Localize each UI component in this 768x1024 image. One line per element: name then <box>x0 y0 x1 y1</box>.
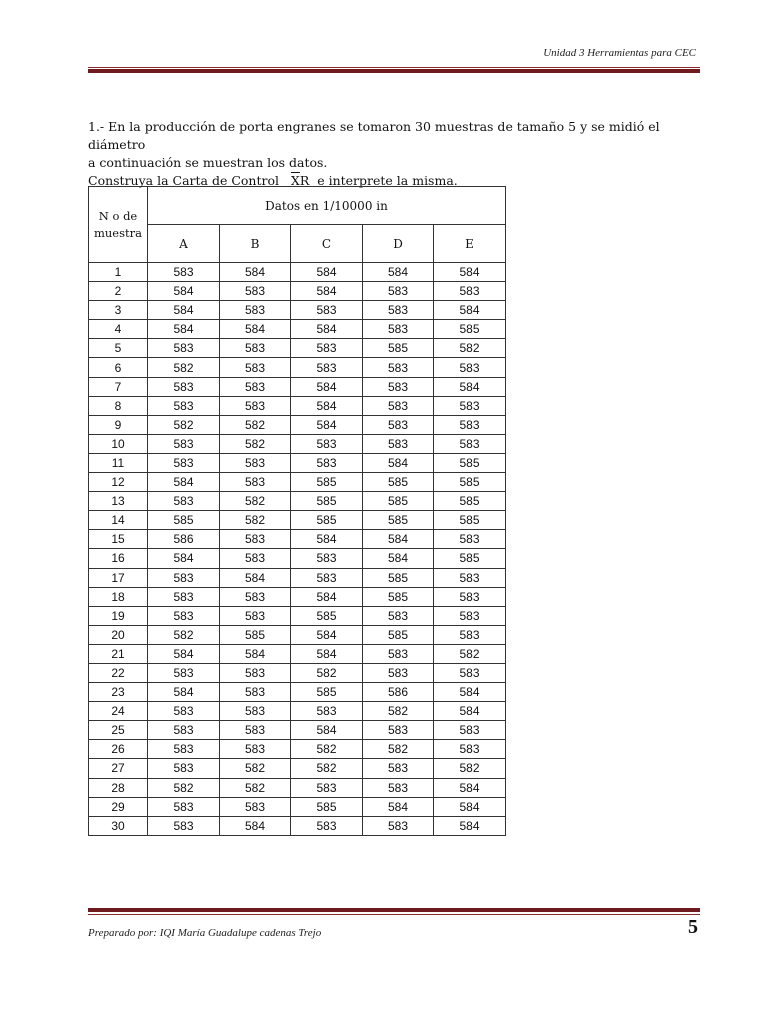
measurement-cell: 583 <box>291 301 363 320</box>
measurement-cell: 584 <box>220 568 291 587</box>
table-row <box>89 358 506 377</box>
measurement-cell: 585 <box>434 549 506 568</box>
measurement-cell: 585 <box>291 473 363 492</box>
measurement-cell: 585 <box>434 511 506 530</box>
measurement-cell: 583 <box>148 606 220 625</box>
sample-number-cell: 27 <box>89 759 148 778</box>
footer-rule <box>88 908 700 915</box>
measurement-cell: 585 <box>363 511 434 530</box>
measurement-cell: 584 <box>291 415 363 434</box>
sample-number-cell: 30 <box>89 816 148 835</box>
measurement-cell: 582 <box>434 339 506 358</box>
sample-number-cell: 15 <box>89 530 148 549</box>
sample-number-cell: 13 <box>89 492 148 511</box>
measurement-cell: 583 <box>434 740 506 759</box>
problem-statement <box>88 118 708 190</box>
measurement-cell: 582 <box>148 415 220 434</box>
measurement-cell: 583 <box>363 320 434 339</box>
measurement-cell: 586 <box>148 530 220 549</box>
table-row <box>89 568 506 587</box>
measurement-cell: 583 <box>363 721 434 740</box>
measurement-cell: 583 <box>220 339 291 358</box>
measurement-cell: 584 <box>434 301 506 320</box>
measurement-cell: 585 <box>363 587 434 606</box>
table-row <box>89 759 506 778</box>
measurement-cell: 583 <box>220 530 291 549</box>
measurement-cell: 583 <box>148 740 220 759</box>
measurement-cell: 585 <box>434 453 506 472</box>
column-header-c: C <box>291 225 363 263</box>
measurement-cell: 584 <box>434 377 506 396</box>
sample-number-cell: 21 <box>89 644 148 663</box>
table-row <box>89 778 506 797</box>
intro-line-3-post: e interprete la misma. <box>317 173 458 188</box>
column-header-b: B <box>220 225 291 263</box>
measurement-cell: 582 <box>220 415 291 434</box>
measurement-cell: 583 <box>148 434 220 453</box>
measurement-cell: 583 <box>148 568 220 587</box>
measurement-cell: 583 <box>220 606 291 625</box>
sample-number-cell: 26 <box>89 740 148 759</box>
measurement-cell: 583 <box>363 606 434 625</box>
sample-number-cell: 29 <box>89 797 148 816</box>
measurement-cell: 582 <box>363 702 434 721</box>
table-row <box>89 721 506 740</box>
measurement-cell: 585 <box>363 473 434 492</box>
measurement-cell: 582 <box>291 740 363 759</box>
sample-number-cell: 14 <box>89 511 148 530</box>
measurement-cell: 583 <box>291 778 363 797</box>
measurement-cell: 583 <box>291 358 363 377</box>
table-row <box>89 549 506 568</box>
measurement-cell: 584 <box>220 644 291 663</box>
measurement-cell: 583 <box>220 377 291 396</box>
measurement-cell: 583 <box>220 453 291 472</box>
measurement-cell: 583 <box>363 415 434 434</box>
measurement-cell: 583 <box>434 358 506 377</box>
sample-number-cell: 22 <box>89 663 148 682</box>
measurement-cell: 583 <box>363 663 434 682</box>
measurement-cell: 584 <box>434 778 506 797</box>
measurement-cell: 584 <box>148 320 220 339</box>
sample-number-cell: 7 <box>89 377 148 396</box>
sample-number-cell: 18 <box>89 587 148 606</box>
measurement-cell: 585 <box>291 683 363 702</box>
page-number: 5 <box>688 916 698 938</box>
measurement-cell: 585 <box>220 625 291 644</box>
measurement-cell: 583 <box>148 587 220 606</box>
measurement-cell: 582 <box>291 663 363 682</box>
measurement-cell: 583 <box>148 377 220 396</box>
measurement-cell: 583 <box>434 434 506 453</box>
measurement-cell: 584 <box>434 797 506 816</box>
sample-number-cell: 16 <box>89 549 148 568</box>
measurement-cell: 583 <box>434 396 506 415</box>
measurement-cell: 584 <box>148 549 220 568</box>
measurement-cell: 582 <box>220 511 291 530</box>
measurement-cell: 583 <box>434 625 506 644</box>
table-row <box>89 606 506 625</box>
sample-number-cell: 11 <box>89 453 148 472</box>
measurement-cell: 584 <box>434 683 506 702</box>
sample-number-cell: 23 <box>89 683 148 702</box>
measurement-cell: 583 <box>363 644 434 663</box>
measurement-cell: 585 <box>363 625 434 644</box>
measurement-cell: 583 <box>148 759 220 778</box>
measurement-cell: 583 <box>148 339 220 358</box>
measurement-cell: 584 <box>363 263 434 282</box>
measurement-cell: 584 <box>291 263 363 282</box>
measurement-cell: 582 <box>434 644 506 663</box>
measurement-cell: 583 <box>434 587 506 606</box>
measurement-cell: 585 <box>291 797 363 816</box>
measurement-cell: 584 <box>148 282 220 301</box>
measurement-cell: 583 <box>434 606 506 625</box>
measurement-cell: 583 <box>434 721 506 740</box>
measurement-cell: 584 <box>148 473 220 492</box>
measurement-cell: 583 <box>363 778 434 797</box>
measurement-cell: 582 <box>220 492 291 511</box>
sample-number-cell: 25 <box>89 721 148 740</box>
measurement-cell: 583 <box>148 702 220 721</box>
measurement-cell: 584 <box>291 721 363 740</box>
measurement-cell: 585 <box>363 568 434 587</box>
measurement-cell: 583 <box>148 263 220 282</box>
measurement-cell: 583 <box>291 434 363 453</box>
table-row <box>89 587 506 606</box>
sample-number-cell: 24 <box>89 702 148 721</box>
measurement-cell: 584 <box>220 263 291 282</box>
footer-author: Preparado por: IQI María Guadalupe cadenas Trejo <box>88 927 322 939</box>
measurement-cell: 583 <box>220 702 291 721</box>
sample-number-cell: 10 <box>89 434 148 453</box>
measurement-cell: 582 <box>148 625 220 644</box>
measurement-cell: 583 <box>148 453 220 472</box>
table-row <box>89 530 506 549</box>
measurement-cell: 583 <box>220 721 291 740</box>
measurement-cell: 583 <box>148 663 220 682</box>
table-row <box>89 625 506 644</box>
header-rule <box>88 67 700 73</box>
measurement-cell: 582 <box>291 759 363 778</box>
samples-table <box>88 186 506 836</box>
measurement-cell: 584 <box>291 587 363 606</box>
table-row <box>89 663 506 682</box>
measurement-cell: 583 <box>148 816 220 835</box>
measurement-cell: 583 <box>363 358 434 377</box>
measurement-cell: 584 <box>148 683 220 702</box>
measurement-cell: 583 <box>148 797 220 816</box>
measurement-cell: 584 <box>148 644 220 663</box>
measurement-cell: 583 <box>434 663 506 682</box>
sample-number-cell: 9 <box>89 415 148 434</box>
measurement-cell: 583 <box>220 587 291 606</box>
measurement-cell: 584 <box>434 816 506 835</box>
sample-number-header: N o de muestra <box>89 187 148 263</box>
measurement-cell: 583 <box>291 816 363 835</box>
measurement-cell: 585 <box>291 511 363 530</box>
table-row <box>89 396 506 415</box>
table-row <box>89 473 506 492</box>
measurement-cell: 583 <box>148 396 220 415</box>
measurement-cell: 583 <box>363 282 434 301</box>
measurement-cell: 584 <box>291 396 363 415</box>
sample-number-cell: 3 <box>89 301 148 320</box>
measurement-cell: 583 <box>363 396 434 415</box>
measurement-cell: 583 <box>220 797 291 816</box>
measurement-cell: 585 <box>363 492 434 511</box>
measurement-cell: 584 <box>434 263 506 282</box>
measurement-cell: 583 <box>220 301 291 320</box>
measurement-cell: 583 <box>363 377 434 396</box>
measurement-cell: 585 <box>291 606 363 625</box>
sample-number-cell: 2 <box>89 282 148 301</box>
table-row <box>89 797 506 816</box>
intro-line-3-pre: Construya la Carta de Control <box>88 173 279 188</box>
xbar-symbol: $\overline{X}$ <box>290 173 300 188</box>
intro-line-2: a continuación se muestran los datos. <box>88 155 328 170</box>
sample-number-cell: 5 <box>89 339 148 358</box>
measurement-cell: 583 <box>220 473 291 492</box>
table-row <box>89 320 506 339</box>
measurement-cell: 583 <box>220 740 291 759</box>
measurement-cell: 583 <box>148 492 220 511</box>
measurement-cell: 583 <box>148 721 220 740</box>
table-row <box>89 434 506 453</box>
measurement-cell: 583 <box>434 282 506 301</box>
measurement-cell: 583 <box>220 358 291 377</box>
table-row <box>89 415 506 434</box>
measurement-cell: 582 <box>434 759 506 778</box>
measurement-cell: 582 <box>220 759 291 778</box>
measurement-cell: 582 <box>148 358 220 377</box>
measurement-cell: 585 <box>434 492 506 511</box>
table-row <box>89 263 506 282</box>
table-row <box>89 511 506 530</box>
measurement-cell: 583 <box>434 568 506 587</box>
measurement-cell: 583 <box>291 549 363 568</box>
measurement-cell: 585 <box>148 511 220 530</box>
measurement-cell: 583 <box>363 816 434 835</box>
measurement-cell: 584 <box>291 530 363 549</box>
table-row <box>89 377 506 396</box>
measurement-cell: 583 <box>363 759 434 778</box>
table-row <box>89 683 506 702</box>
sample-number-cell: 4 <box>89 320 148 339</box>
measurement-cell: 582 <box>363 740 434 759</box>
measurement-cell: 583 <box>220 549 291 568</box>
measurement-cell: 584 <box>220 320 291 339</box>
measurement-cell: 582 <box>220 434 291 453</box>
table-row <box>89 740 506 759</box>
column-header-e: E <box>434 225 506 263</box>
measurement-cell: 583 <box>220 396 291 415</box>
measurement-cell: 583 <box>220 282 291 301</box>
measurement-cell: 584 <box>291 625 363 644</box>
measurement-cell: 583 <box>363 434 434 453</box>
sample-number-cell: 12 <box>89 473 148 492</box>
column-header-d: D <box>363 225 434 263</box>
measurement-cell: 584 <box>291 377 363 396</box>
table-row <box>89 453 506 472</box>
measurement-cell: 582 <box>220 778 291 797</box>
measurement-cell: 585 <box>434 320 506 339</box>
measurement-cell: 584 <box>148 301 220 320</box>
measurement-cell: 583 <box>434 530 506 549</box>
table-row <box>89 816 506 835</box>
measurement-cell: 583 <box>291 453 363 472</box>
measurement-cell: 586 <box>363 683 434 702</box>
sample-number-cell: 28 <box>89 778 148 797</box>
measurement-cell: 583 <box>363 301 434 320</box>
sample-number-cell: 17 <box>89 568 148 587</box>
intro-line-1: 1.- En la producción de porta engranes se tomaron 30 muestras de tamaño 5 y se midió el diámetro <box>88 119 660 152</box>
measurement-cell: 584 <box>363 797 434 816</box>
data-units-header: Datos en 1/10000 in <box>148 187 506 225</box>
measurement-cell: 583 <box>291 568 363 587</box>
measurement-cell: 583 <box>220 663 291 682</box>
measurement-cell: 583 <box>291 339 363 358</box>
measurement-cell: 583 <box>434 415 506 434</box>
table-row <box>89 644 506 663</box>
measurement-cell: 585 <box>434 473 506 492</box>
table-row <box>89 492 506 511</box>
measurement-cell: 585 <box>291 492 363 511</box>
measurement-cell: 584 <box>363 549 434 568</box>
table-row <box>89 339 506 358</box>
table-row <box>89 301 506 320</box>
sample-number-cell: 8 <box>89 396 148 415</box>
table-row <box>89 282 506 301</box>
sample-number-cell: 6 <box>89 358 148 377</box>
table-row <box>89 702 506 721</box>
r-symbol: R <box>299 173 310 188</box>
measurement-cell: 583 <box>220 683 291 702</box>
sample-number-cell: 19 <box>89 606 148 625</box>
header-title: Unidad 3 Herramientas para CEC <box>543 47 696 59</box>
measurement-cell: 583 <box>291 702 363 721</box>
measurement-cell: 584 <box>291 644 363 663</box>
measurement-cell: 584 <box>291 320 363 339</box>
column-header-a: A <box>148 225 220 263</box>
measurement-cell: 584 <box>434 702 506 721</box>
measurement-cell: 584 <box>363 453 434 472</box>
measurement-cell: 582 <box>148 778 220 797</box>
measurement-cell: 584 <box>291 282 363 301</box>
measurement-cell: 585 <box>363 339 434 358</box>
sample-number-cell: 1 <box>89 263 148 282</box>
measurement-cell: 584 <box>363 530 434 549</box>
sample-number-cell: 20 <box>89 625 148 644</box>
measurement-cell: 584 <box>220 816 291 835</box>
